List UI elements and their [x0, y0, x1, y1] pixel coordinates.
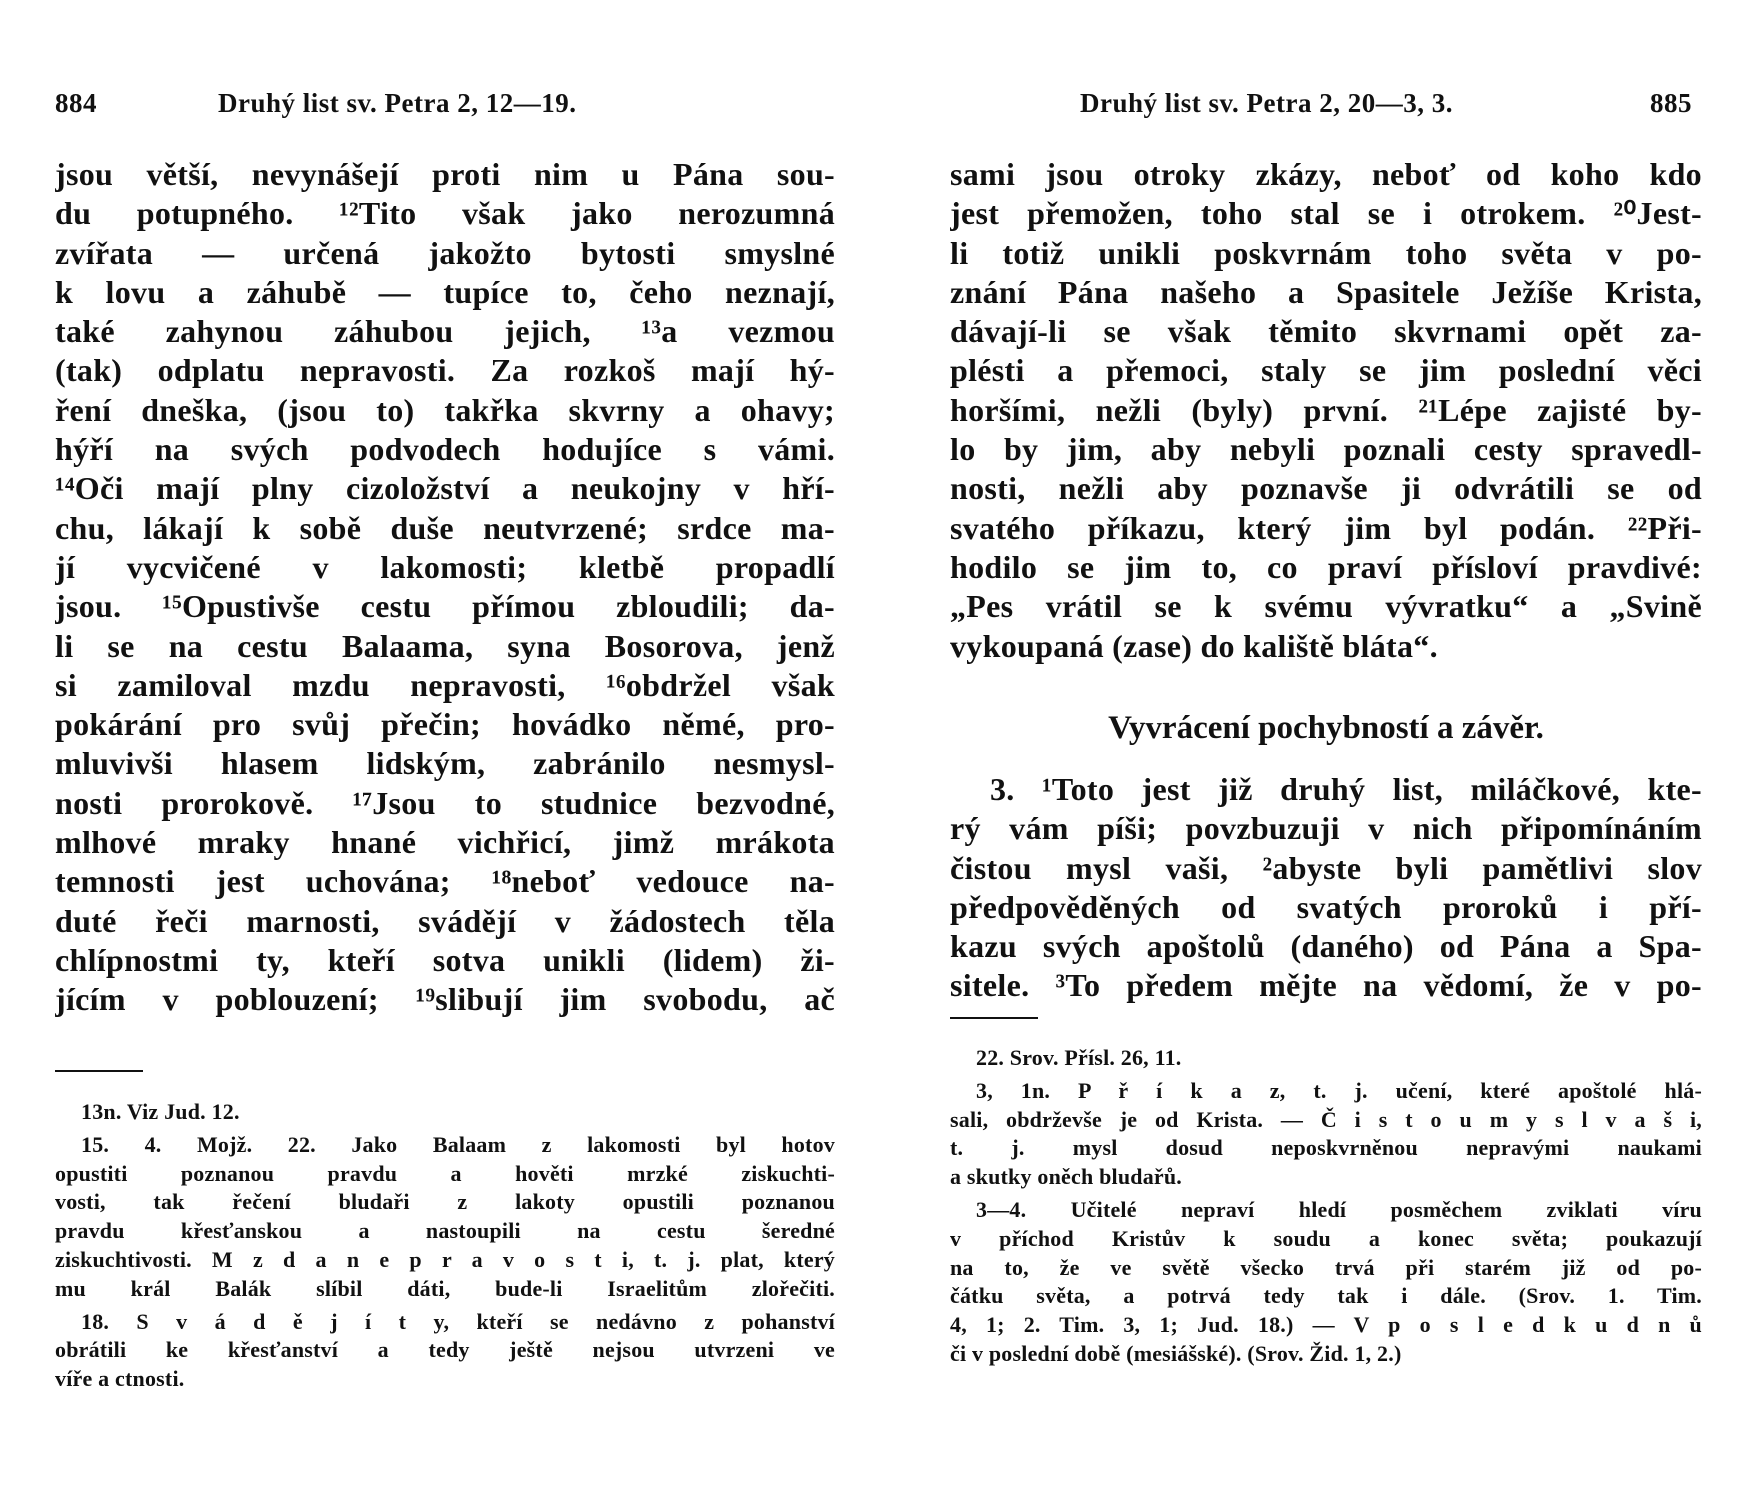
footnote-line: 18. S v á d ě j í t y, kteří se nedávno z pohanství	[81, 1308, 835, 1334]
text-line: hýří na svých podvodech hodujíce s vámi.	[55, 431, 835, 468]
text-line: předpověděných od svatých proroků i pří-	[950, 888, 1702, 925]
text-line: (tak) odplatu nepravosti. Za rozkoš mají hý-	[55, 352, 835, 389]
chapter-text	[950, 770, 1702, 1006]
text-line: také zahynou záhubou jejich, ¹³a vezmou	[55, 313, 835, 350]
text-line: „Pes vrátil se k svému vývratku“ a „Svině	[950, 588, 1702, 625]
text-line: sitele. ³To předem mějte na vědomí, že v po-	[950, 967, 1702, 1004]
text-line: znání Pána našeho a Spasitele Ježíše Krista,	[950, 273, 1702, 310]
text-line: jsou větší, nevynášejí proti nim u Pána sou-	[55, 156, 835, 192]
footnote-line: opustiti poznanou pravdu a hověti mrzké ziskuchti-	[55, 1160, 835, 1186]
text-line: lo by jim, aby nebyli poznali cesty spravedl-	[950, 431, 1702, 468]
text-line: dávají-li se však těmito skvrnami opět za-	[950, 313, 1702, 350]
footnote-divider	[950, 1017, 1038, 1019]
footnote-line: 13n. Viz Jud. 12.	[81, 1099, 240, 1124]
text-line: chlípnostmi ty, kteří sotva unikli (lidem) ži-	[55, 941, 835, 978]
text-line: mluvivši hlasem lidským, zabránilo nesmysl-	[55, 745, 835, 782]
text-line: rý vám píši; povzbuzuji v nich připomínáním	[950, 810, 1702, 847]
footnote-line: 3—4. Učitelé nepraví hledí posměchem zviklati víru	[976, 1196, 1702, 1222]
footnotes	[55, 1098, 835, 1394]
text-line: vykoupaná (zase) do kaliště bláta“.	[950, 627, 1438, 664]
running-title: Druhý list sv. Petra 2, 12—19.	[218, 88, 577, 118]
running-head	[950, 88, 1702, 124]
footnote-line: mu král Balák slíbil dáti, bude-li Israelitům zlořečiti.	[55, 1275, 835, 1301]
text-line: duté řeči marnosti, svádějí v žádostech těla	[55, 902, 835, 939]
footnote-line: a skutky oněch bludařů.	[950, 1164, 1183, 1190]
footnote-divider	[55, 1070, 143, 1072]
section-heading: Vyvrácení pochybností a závěr.	[1108, 710, 1544, 746]
text-line: jsou. ¹⁵Opustivše cestu přímou zbloudili; da-	[55, 588, 835, 625]
text-line: pokárání pro svůj přečin; hovádko němé, pro-	[55, 706, 835, 743]
text-line: nosti prorokově. ¹⁷Jsou to studnice bezvodné,	[55, 784, 835, 821]
text-line: k lovu a záhubě — tupíce to, čeho neznají,	[55, 273, 835, 310]
running-title: Druhý list sv. Petra 2, 20—3, 3.	[1080, 88, 1453, 118]
text-line: hodilo se jim to, co praví přísloví pravdivé:	[950, 548, 1702, 585]
footnote-line: 15. 4. Mojž. 22. Jako Balaam z lakomosti byl hotov	[81, 1131, 835, 1157]
text-line: nosti, nežli aby poznavše ji odvrátili se od	[950, 470, 1702, 507]
text-line: jí vycvičené v lakomosti; kletbě propadlí	[55, 548, 835, 585]
text-line: si zamiloval mzdu nepravosti, ¹⁶obdržel však	[55, 666, 835, 703]
text-line: plésti a přemoci, staly se jim poslední věci	[950, 352, 1702, 389]
running-head	[55, 88, 835, 124]
footnote-line: na to, že ve světě všecko trvá při starém již od po-	[950, 1254, 1702, 1280]
footnote-line: víře a ctnosti.	[55, 1366, 185, 1392]
page-number: 884	[55, 88, 97, 118]
footnote-line: vosti, tak řečení bludaři z lakoty opustili poznanou	[55, 1189, 835, 1215]
text-line: jícím v poblouzení; ¹⁹slibují jim svobodu, ač	[55, 981, 835, 1018]
text-line: horšími, nežli (byly) první. ²¹Lépe zajisté by-	[950, 391, 1702, 428]
text-line: li se na cestu Balaama, syna Bosorova, jenž	[55, 627, 835, 664]
text-line: zvířata — určená jakožto bytosti smyslné	[55, 234, 835, 271]
footnote-line: pravdu křesťanskou a nastoupili na cestu šeredné	[55, 1218, 835, 1244]
footnote-line: čátku světa, a potrvá tedy tak i dále. (Srov. 1. Tim.	[950, 1283, 1702, 1309]
text-line: du potupného. ¹²Tito však jako nerozumná	[55, 195, 835, 232]
text-line: svatého příkazu, který jim byl podán. ²²Při-	[950, 509, 1702, 546]
footnote-line: obrátili ke křesťanství a tedy ještě nejsou utvrzeni ve	[55, 1337, 835, 1363]
footnote-line: ziskuchtivosti. M z d a n e p r a v o s t i, t. j. plat, který	[55, 1246, 835, 1272]
page-number: 885	[1650, 88, 1692, 118]
footnote-line: 3, 1n. P ř í k a z, t. j. učení, které apoštolé hlá-	[976, 1077, 1702, 1103]
footnote-line: 22. Srov. Přísl. 26, 11.	[976, 1045, 1182, 1070]
text-line: temnosti jest uchována; ¹⁸neboť vedouce na-	[55, 863, 835, 900]
text-line: li totiž unikli poskvrnám toho světa v po-	[950, 234, 1702, 271]
text-line: ření dneška, (jsou to) takřka skvrny a ohavy;	[55, 391, 835, 428]
footnote-line: 4, 1; 2. Tim. 3, 1; Jud. 18.) — V p o s l e d k u d n ů	[950, 1312, 1702, 1338]
text-line: 3. ¹Toto jest již druhý list, miláčkové, kte-	[990, 771, 1702, 807]
footnote-line: sali, obdrževše je od Krista. — Č i s t o u m y s l v a š i,	[950, 1106, 1702, 1132]
text-line: mlhové mraky hnané vichřicí, jimž mrákota	[55, 824, 835, 861]
text-line: sami jsou otroky zkázy, neboť od koho kdo	[950, 156, 1702, 192]
body-text	[55, 155, 835, 1020]
text-line: kazu svých apoštolů (daného) od Pána a Spa-	[950, 928, 1702, 965]
text-line: čistou mysl vaši, ²abyste byli pamětlivi slov	[950, 849, 1702, 886]
text-line: chu, lákají k sobě duše neutvrzené; srdce ma-	[55, 509, 835, 546]
footnote-line: či v poslední době (mesiášské). (Srov. Žid. 1, 2.)	[950, 1340, 1402, 1366]
footnote-line: v příchod Kristův k soudu a konec světa; poukazují	[950, 1225, 1702, 1251]
footnote-line: t. j. mysl dosud neposkvrněnou nepravými naukami	[950, 1135, 1702, 1161]
text-line: ¹⁴Oči mají plny cizoložství a neukojny v hří-	[55, 470, 835, 507]
text-line: jest přemožen, toho stal se i otrokem. ²⁰Jest-	[950, 195, 1702, 232]
footnotes	[950, 1044, 1702, 1369]
body-text	[950, 155, 1702, 666]
